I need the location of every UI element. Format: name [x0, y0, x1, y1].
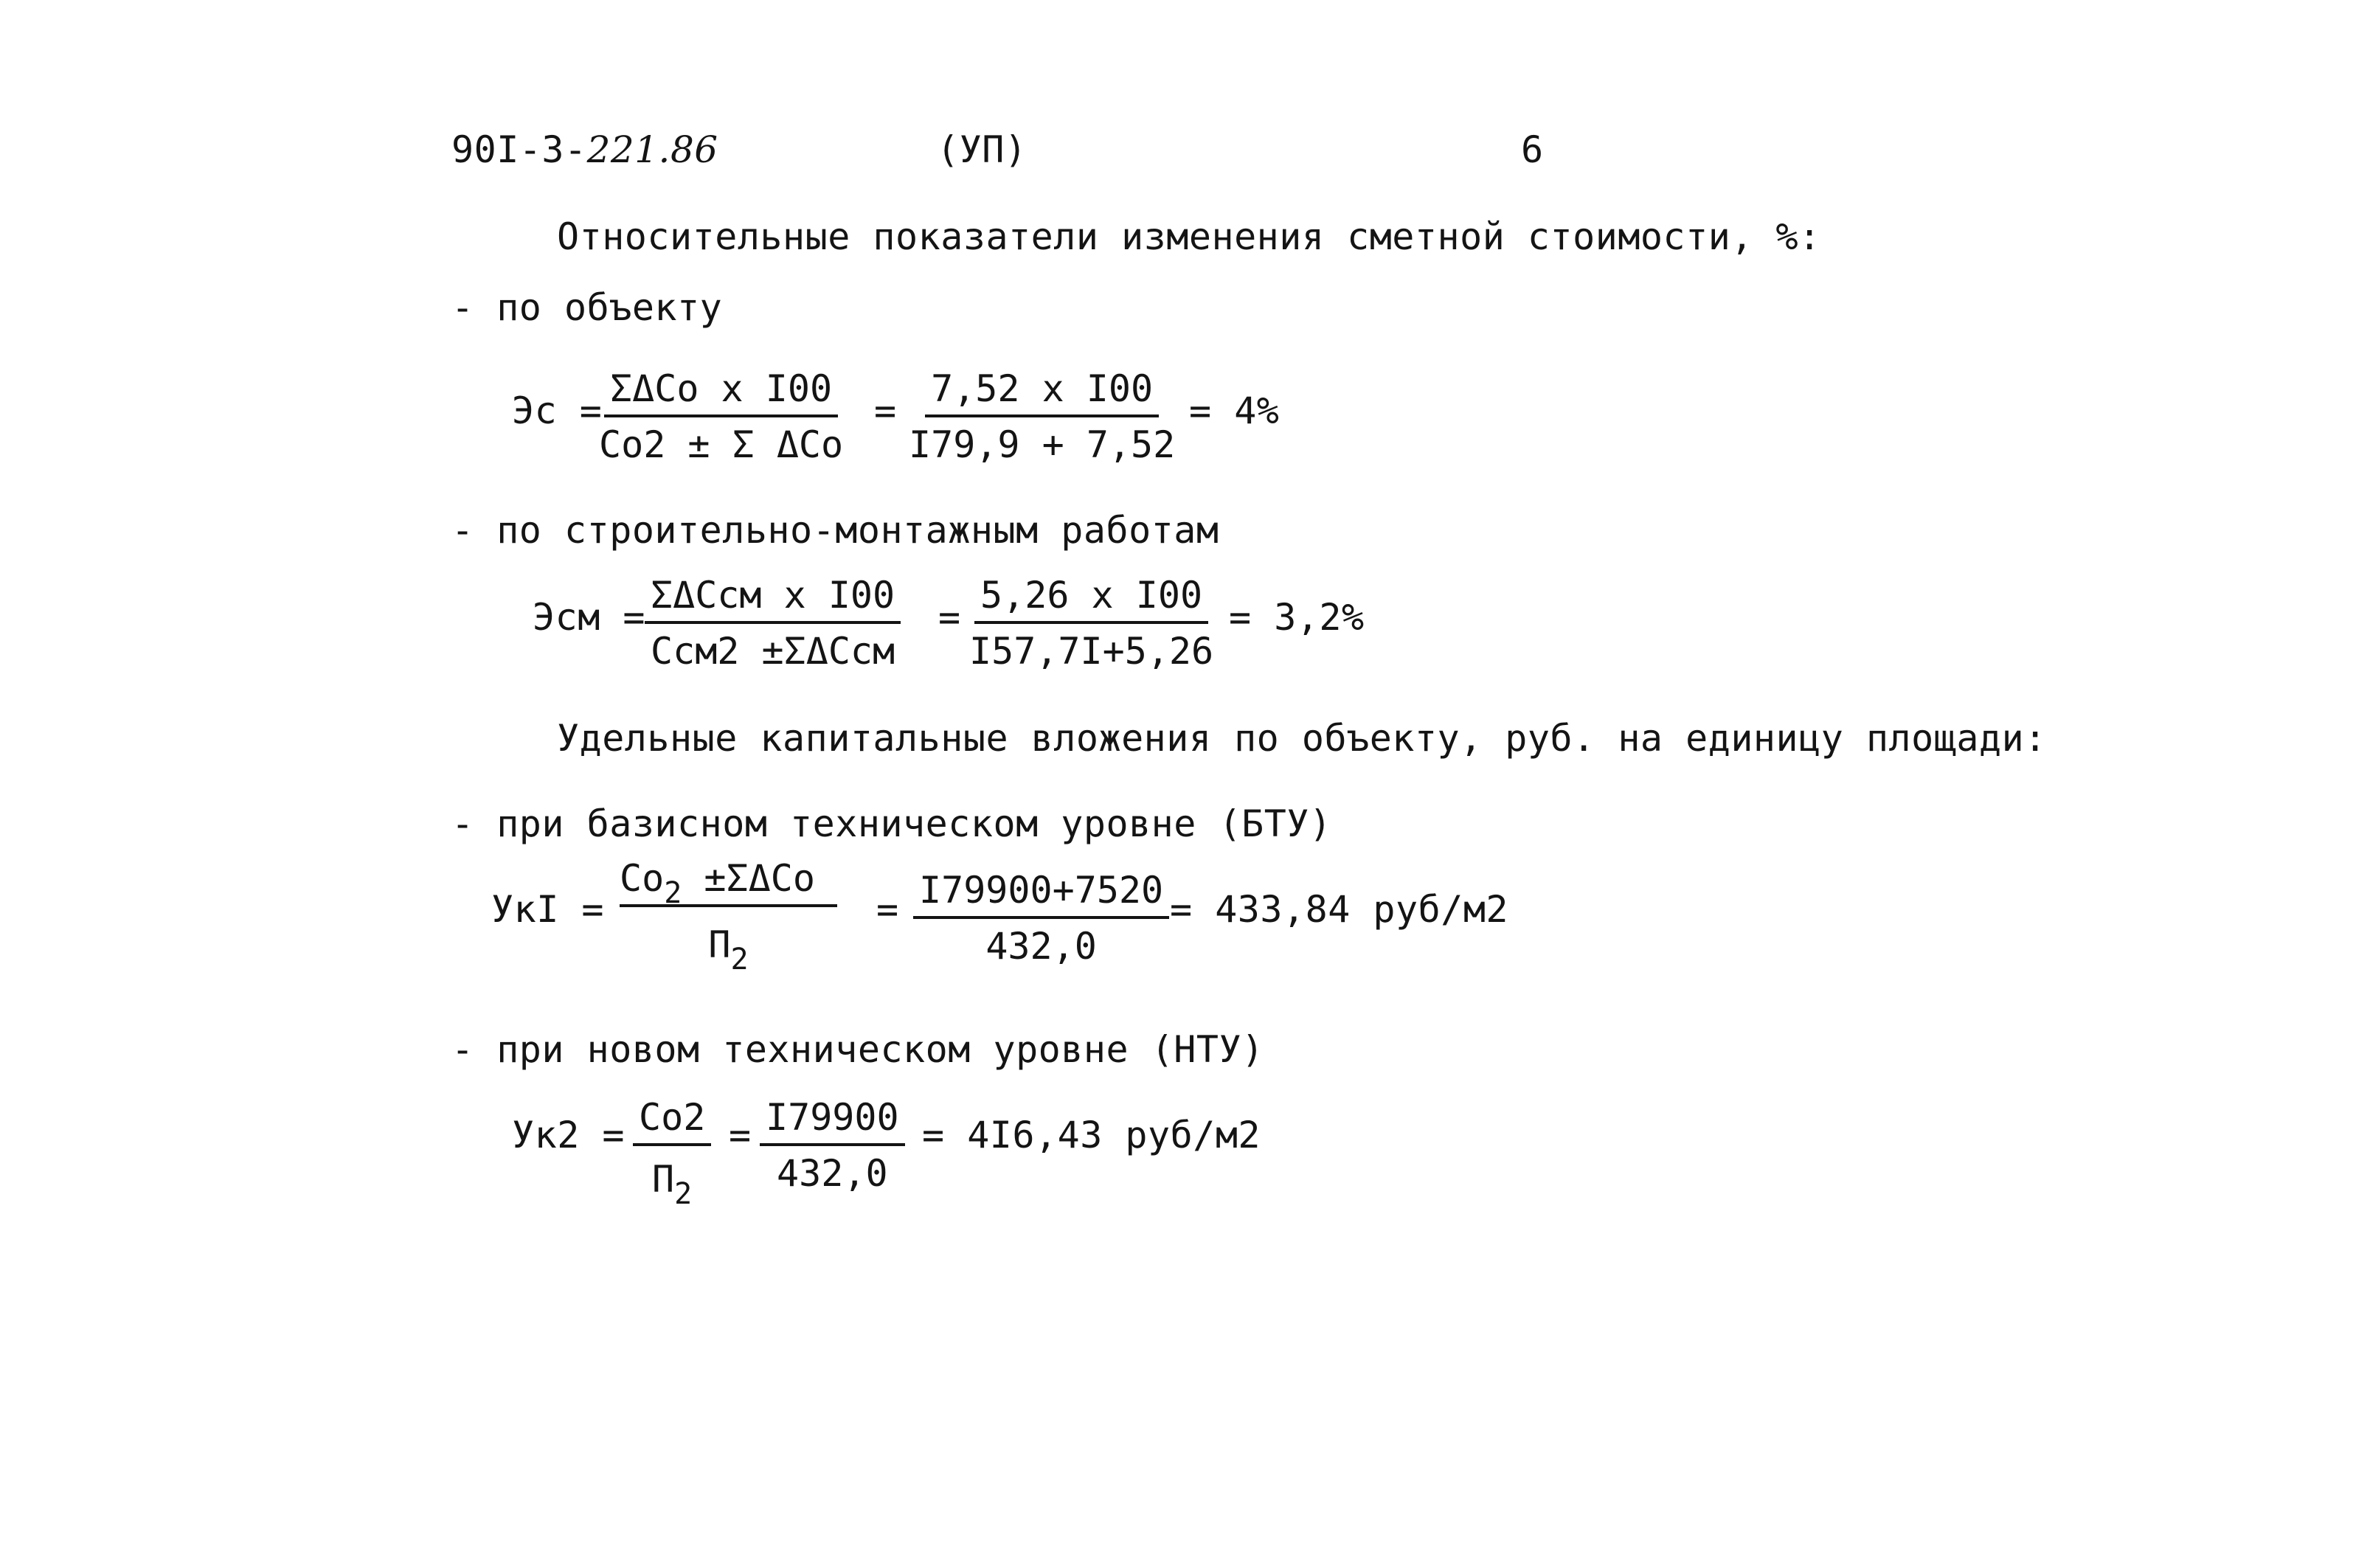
formula-ecm-numeric-numerator: 5,26 x I00 [974, 577, 1208, 624]
item-object: - по объекту [451, 286, 723, 329]
section1-intro: Относительные показатели изменения сметной стоимости, %: [557, 215, 1821, 258]
formula-ec-numeric-denominator: I79,9 + 7,52 [909, 423, 1176, 466]
formula-uk1-denominator-subscript: 2 [730, 943, 749, 976]
formula-uk2-numeric-denominator: 432,0 [777, 1152, 888, 1195]
formula-ec-result: = 4% [1189, 389, 1280, 432]
item-new-level: - при новом техническом уровне (НТУ) [451, 1028, 1264, 1071]
formula-ecm-result: = 3,2% [1229, 596, 1365, 639]
formula-uk1-lhs: УкI = [491, 888, 605, 931]
formula-uk2-denominator-subscript: 2 [674, 1177, 693, 1211]
formula-ec-numerator: ΣΔCo x I00 [604, 370, 838, 417]
formula-uk1-equals: = [876, 888, 899, 931]
formula-uk1-fraction-symbolic [620, 857, 837, 976]
formula-uk2-fraction-symbolic [633, 1096, 711, 1211]
item-base-level: - при базисном техническом уровне (БТУ) [451, 802, 1332, 845]
formula-uk1-numerator-rest: ±ΣΔCo [704, 857, 815, 900]
formula-ecm-equals: = [938, 596, 961, 639]
formula-uk2-equals: = [729, 1114, 752, 1156]
formula-uk1-numerator-subscript: 2 [664, 876, 682, 910]
formula-ecm-numerator: ΣΔCcм x I00 [645, 577, 901, 624]
formula-uk1-numerator [620, 857, 837, 910]
formula-uk2-lhs: Ук2 = [512, 1114, 625, 1156]
formula-uk2-numeric-numerator: I79900 [760, 1099, 905, 1146]
formula-ecm-fraction-symbolic [645, 574, 901, 673]
formula-ec-equals: = [874, 389, 897, 432]
item-construction-works: - по строительно-монтажным работам [451, 509, 1219, 552]
formula-uk1-fraction-numeric [913, 869, 1169, 968]
formula-uk2-result: = 4I6,43 руб/м2 [922, 1114, 1261, 1156]
formula-ecm-denominator: Ccм2 ±ΣΔCcм [651, 630, 895, 673]
formula-uk1-denominator-base: П [708, 923, 731, 966]
document-code-handwritten: 221.86 [586, 128, 718, 171]
formula-ec-numeric-numerator: 7,52 x I00 [925, 370, 1159, 417]
formula-ec-denominator: Co2 ± Σ ΔCo [599, 423, 844, 466]
page-number: 6 [1521, 128, 1544, 171]
section2-intro: Удельные капитальные вложения по объекту, руб. на единицу площади: [557, 717, 2047, 760]
formula-uk2-denominator [652, 1146, 693, 1211]
stage-label: (УП) [937, 128, 1028, 171]
formula-ec-fraction-symbolic [599, 367, 844, 466]
document-code [451, 128, 718, 171]
formula-ec-fraction-numeric [909, 367, 1176, 466]
formula-uk1-numerator-base: Co [620, 857, 665, 900]
formula-ecm-numeric-denominator: I57,7I+5,26 [969, 630, 1214, 673]
formula-uk1-denominator [708, 907, 749, 976]
formula-uk1-numeric-denominator: 432,0 [985, 925, 1097, 968]
document-code-printed: 90I-3- [451, 128, 587, 171]
formula-uk1-result: = 433,84 руб/м2 [1170, 888, 1509, 931]
formula-uk1-numeric-numerator: I79900+7520 [913, 872, 1169, 919]
formula-uk2-fraction-numeric [760, 1096, 905, 1195]
formula-ecm-lhs: Эсм = [533, 596, 646, 639]
formula-ecm-fraction-numeric [969, 574, 1214, 673]
formula-ec-lhs: Эс = [512, 389, 603, 432]
formula-uk2-denominator-base: П [652, 1158, 675, 1201]
formula-uk2-numerator: Co2 [633, 1099, 711, 1146]
